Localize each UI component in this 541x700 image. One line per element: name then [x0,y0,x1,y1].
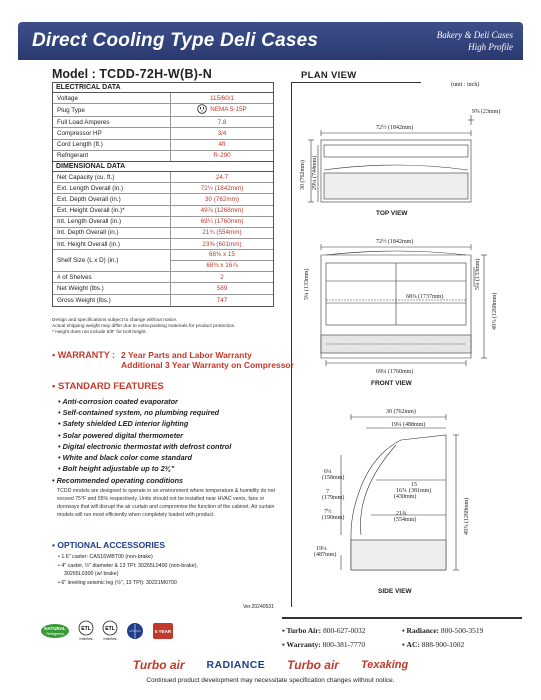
warranty-values [121,350,294,370]
etl-icon [78,620,94,636]
list-item: • 6" leveling seismic leg (½", 13 TPI): 30221M0700 [58,579,177,586]
table-row [53,128,273,139]
note: Design and specifications subject to change without notice. [52,318,178,323]
note: * Height does not include 5/8" for bolt height. [52,330,147,336]
row-label: Net Capacity (cu. ft.) [53,172,171,182]
side-shelf-1b: (430mm) [394,494,417,500]
header-banner [18,22,523,60]
top-length-dim: 72½ (1842mm) [376,125,414,131]
row-value: R-290 [213,152,231,160]
contact-block [282,617,522,652]
list-item: • 1.6" caster: CAS16WBT00 (non-brake) [58,554,153,560]
optional-title-text: OPTIONAL ACCESSORIES [57,540,166,550]
etl-label: Intertek [79,636,93,641]
front-right-dim: 5¼ (133mm) [475,258,481,290]
top-view-label: TOP VIEW [376,210,408,217]
energy-badge [126,622,144,640]
contact-label: Warranty: [286,640,321,649]
front-int-length-dim: 69¼ (1760mm) [376,369,414,375]
electrical-section-title: ELECTRICAL DATA [53,83,273,93]
table-row [53,283,273,294]
row-value: 49⅞ (1268mm) [200,207,244,215]
plug-type-text: NEMA 5-15P [210,105,247,113]
svg-text:5 YEAR: 5 YEAR [154,628,172,634]
list-item: • Anti-corrosion coated evaporator [58,396,231,407]
contact-phone: 800-500-3519 [440,626,484,635]
table-row [53,172,273,183]
front-shelf-dim: 68⅜ (1737mm) [406,294,444,300]
side-dim-1b: (158mm) [322,475,345,481]
contact-ac: ▪ AC: 888-900-1002 [402,640,465,649]
category: Bakery & Deli Cases [436,30,513,40]
leaf-icon [40,623,70,639]
contact-label: AC: [406,640,420,649]
front-view-drawing [321,244,487,366]
contact-phone: 800-381-7770 [322,640,366,649]
table-row [53,140,273,151]
plan-divider-top [291,82,421,83]
table-row [53,228,273,239]
unit-label: (unit : inch) [451,82,480,88]
model-value: TCDD-72H-W(B)-N [99,67,213,81]
list-item: • 4" caster, ½" diameter & 13 TPI: 30265L0400 (non-brake), [58,562,198,569]
dimensional-section-title: DIMENSIONAL DATA [53,162,273,172]
top-offset-dim: 9⅝ (23mm) [472,109,501,115]
recommended-title-text: Recommended operating conditions [56,476,184,485]
recommended-title: • Recommended operating conditions [52,476,184,485]
warranty-line: Additional 3 Year Warranty on Compressor [121,360,294,370]
contact-turbo: ▪ Turbo Air: 800-627-0032 [282,626,366,635]
front-height-dim: 49⅞ (1268mm) [492,292,498,330]
warranty-label-text: WARRANTY : [57,350,116,360]
front-left-dim: 5¼ (133mm) [304,268,310,300]
standard-features-title-text: STANDARD FEATURES [58,381,164,392]
row-label: Int. Depth Overall (in.) [53,228,171,238]
version-label: Ver.20240531 [243,604,274,610]
contact-label: Turbo Air: [286,626,322,635]
row-label: Int. Length Overall (in.) [53,217,171,227]
table-row [53,93,273,104]
table-row [53,295,273,306]
spec-notes [52,318,282,337]
side-depth-dim: 30 (762mm) [386,409,416,415]
row-value: 2 [220,273,224,281]
side-dim-3: 7½ [324,509,332,515]
contact-row [282,624,522,638]
list-item: • Safety shielded LED interior lighting [58,418,231,429]
side-dim-2b: (179mm) [322,495,345,501]
table-row [53,206,273,217]
row-label: Int. Height Overall (in.) [53,239,171,249]
etl-sanitation-icon [102,620,118,636]
row-value: 24.7 [215,173,229,181]
contact-row [282,638,522,652]
plug-value [197,104,246,114]
row-value: 747 [216,296,228,304]
plug-icon [197,104,207,114]
side-shelf-3: 15 [411,482,417,488]
warranty-badge [152,622,174,640]
top-depth-dim: 30 (762mm) [300,160,306,190]
model-label: Model : [52,67,100,81]
warranty-block [52,350,294,370]
row-label: Plug Type [53,104,171,116]
row-value: 21¾ (554mm) [202,229,242,237]
row-value: 589 [216,285,228,293]
contact-warranty: ▪ Warranty: 800-381-7770 [282,640,366,649]
side-dim-2: 7 [326,489,329,495]
note: Actual shipping weight may differ due to extra-packing materials for product protection. [52,324,236,330]
table-row [53,250,273,272]
svg-text:ETL: ETL [105,626,115,632]
row-label: Ext. Length Overall (in.) [53,183,171,193]
row-label: # of Shelves [53,272,171,282]
row-value: 4ft [218,141,226,149]
side-shelf-3b: (381mm) [409,488,432,494]
side-view-label: SIDE VIEW [378,588,412,595]
svg-text:NATURAL: NATURAL [44,625,66,631]
side-int-depth-dim: 19¼ (488mm) [391,422,426,428]
turbo-air-logo: Turbo air [132,658,185,672]
shelf-values [171,250,273,271]
row-label: Compressor HP [53,128,171,138]
plan-drawing [296,95,526,605]
table-row [53,104,273,117]
row-label: Full Load Amperes [53,117,171,127]
recommended-conditions [52,476,284,519]
side-shelf-1: 16⅞ [396,488,407,494]
list-item: • Solar powered digital thermometer [58,430,231,441]
svg-text:ETL: ETL [81,626,91,632]
svg-text:Refrigerant: Refrigerant [46,631,64,636]
side-dim-4b: (487mm) [314,552,337,558]
table-row [53,217,273,228]
table-row [53,117,273,128]
row-label: Ext. Depth Overall (in.) [53,194,171,204]
certification-badges [40,620,174,641]
row-value: 7.8 [217,118,227,126]
spec-table [52,82,274,307]
standard-features-list [58,396,231,474]
row-label: Refrigerant [53,151,171,161]
row-value [171,104,273,116]
shelf-size-2: 68⅜ x 16⅞ [206,262,238,270]
contact-radiance: ▪ Radiance: 800-500-3519 [402,626,484,635]
contact-label: Radiance: [406,626,440,635]
optional-accessories-list [58,553,198,587]
etl-label: Intertek [103,636,117,641]
row-value: 30 (762mm) [205,195,239,203]
row-label: Net Weight (lbs.) [53,283,171,293]
row-value: 69¼ (1760mm) [200,218,244,226]
contact-phone: 800-627-0032 [322,626,366,635]
texaking-logo: Texaking [360,659,409,671]
table-row [53,183,273,194]
shelf-size-1: 68⅜ x 15 [171,250,273,261]
row-label: Ext. Height Overall (in.)* [53,206,171,216]
top-depth2-dim: 29¼ (744mm) [312,155,318,190]
warranty-shield-icon [152,622,174,640]
row-value: 3/4 [217,129,227,137]
plan-view-title: PLAN VIEW [301,70,357,81]
etl-badge [78,620,94,641]
side-shelf-2: 21¾ [396,511,407,517]
model-heading [52,67,274,83]
subcategory: High Profile [468,42,513,52]
list-item: • Digital electronic thermostat with defrost control [58,441,231,452]
row-label: Voltage [53,93,171,103]
brand-logos [0,658,541,672]
side-dim-4: 19⅛ [316,546,327,552]
globe-icon [126,622,144,640]
table-row [53,194,273,205]
plan-divider [291,82,295,607]
table-row [53,151,273,162]
radiance-logo: RADIANCE [206,659,266,671]
front-length-dim: 72½ (1842mm) [376,239,414,245]
row-label: Cord Length (ft.) [53,140,171,150]
page-title: Direct Cooling Type Deli Cases [32,30,319,51]
row-label: Gross Weight (lbs.) [53,295,171,306]
side-height-dim: 49⅞ (1268mm) [464,497,470,535]
front-view-label: FRONT VIEW [371,380,412,387]
row-value: 72½ (1842mm) [200,184,244,192]
optional-accessories-title: ▪ OPTIONAL ACCESSORIES [52,540,166,550]
category-label [437,29,513,53]
list-item: • Self-contained system, no plumbing required [58,407,231,418]
list-item: 30265L0300 (w/ brake) [64,571,119,578]
table-row [53,239,273,250]
row-label: Shelf Size (L x D) (in.) [53,250,171,271]
recommended-body: TCDD models are designed to operate in an environment where temperature & humidity do not exceed 75°F and 55% respectively. Units should not be installed near HVAC vents, fans or doorways that will disrupt the air curtain and compromise the function of the cabinet. Air curtain models will run most efficiently when completely loaded with product. [57,488,275,518]
natural-refrigerant-badge [40,623,70,639]
standard-features-title: ▪ STANDARD FEATURES [52,381,164,392]
contact-phone: 888-900-1002 [421,640,465,649]
row-value: 115/60/1 [209,94,235,102]
warranty-label: ▪ WARRANTY : [52,350,116,360]
turbo-air-logo: Turbo air [287,658,339,672]
etl-sanitation-badge [102,620,118,641]
list-item: • Bolt height adjustable up to 2¾" [58,463,231,474]
row-value: 23⅝ (601mm) [202,240,242,248]
warranty-line: 2 Year Parts and Labor Warranty [121,350,252,360]
side-dim-3b: (190mm) [322,515,345,521]
footer-note: Continued product development may necessitate specification changes without notice. [146,677,395,684]
side-shelf-2b: (554mm) [394,517,417,523]
side-dim-1: 6¼ [324,469,332,475]
table-row [53,272,273,283]
list-item: • White and black color come standard [58,452,231,463]
